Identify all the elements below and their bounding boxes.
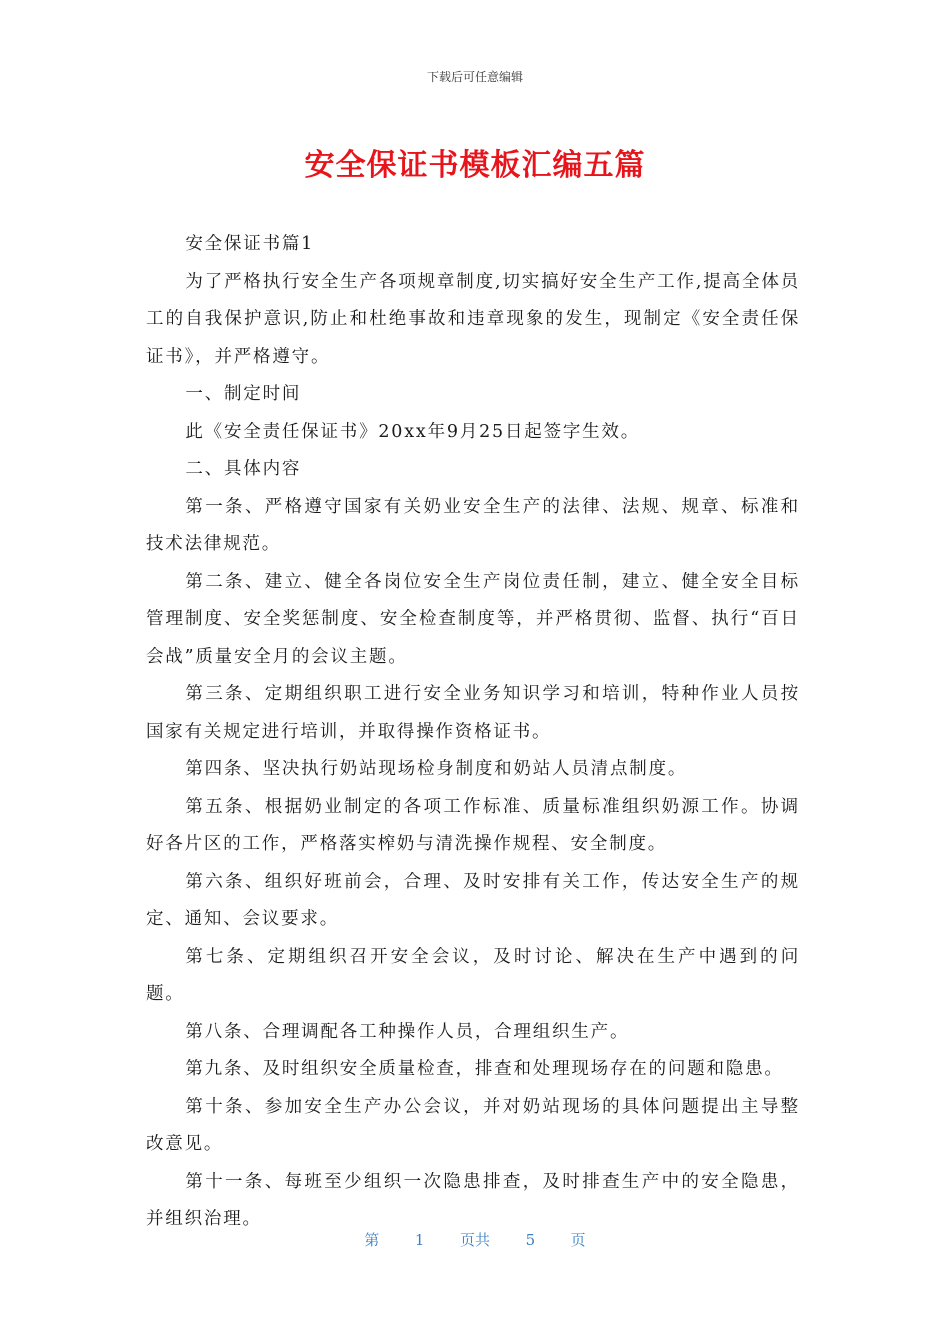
- article-5: 第五条、根据奶业制定的各项工作标准、质量标准组织奶源工作。协调好各片区的工作，严格落实榨奶与清洗操作规程、安全制度。: [146, 796, 800, 854]
- header-note: 下载后可任意编辑: [426, 70, 523, 84]
- page-footer: [0, 1229, 950, 1250]
- page-suffix: 页: [570, 1231, 586, 1249]
- page-current: 1: [414, 1231, 425, 1249]
- article-4: 第四条、坚决执行奶站现场检身制度和奶站人员清点制度。: [185, 759, 688, 779]
- article-9: 第九条、及时组织安全质量检查，排查和处理现场存在的问题和隐患。: [185, 1059, 784, 1079]
- intro-paragraph: 为了严格执行安全生产各项规章制度,切实搞好安全生产工作,提高全体员工的自我保护意识,防止和杜绝事故和违章现象的发生，现制定《安全责任保证书》，并严格遵守。: [146, 271, 800, 367]
- article-7: 第七条、定期组织召开安全会议，及时讨论、解决在生产中遇到的问题。: [146, 946, 800, 1004]
- article-11: 第十一条、每班至少组织一次隐患排查，及时排查生产中的安全隐患，并组织治理。: [146, 1171, 800, 1229]
- article-1: 第一条、严格遵守国家有关奶业安全生产的法律、法规、规章、标准和技术法律规范。: [146, 496, 800, 554]
- article-2: 第二条、建立、健全各岗位安全生产岗位责任制，建立、健全安全目标管理制度、安全奖惩制度、安全检查制度等，并严格贯彻、监督、执行“百日会战”质量安全月的会议主题。: [146, 571, 800, 667]
- article-3: 第三条、定期组织职工进行安全业务知识学习和培训，特种作业人员按国家有关规定进行培训，并取得操作资格证书。: [146, 684, 800, 742]
- subheading-time: 一、制定时间: [185, 384, 302, 404]
- page-middle: 页共: [459, 1231, 490, 1249]
- page-total: 5: [525, 1231, 536, 1249]
- subheading-content: 二、具体内容: [185, 459, 302, 479]
- document-body: [146, 226, 800, 1239]
- article-10: 第十条、参加安全生产办公会议，并对奶站现场的具体问题提出主导整改意见。: [146, 1096, 800, 1154]
- page-prefix: 第: [364, 1231, 380, 1249]
- effective-date-paragraph: 此《安全责任保证书》20xx年9月25日起签字生效。: [185, 421, 641, 442]
- article-6: 第六条、组织好班前会，合理、及时安排有关工作，传达安全生产的规定、通知、会议要求。: [146, 871, 800, 929]
- section-heading: 安全保证书篇1: [185, 234, 315, 254]
- article-8: 第八条、合理调配各工种操作人员，合理组织生产。: [185, 1021, 630, 1042]
- document-title: 安全保证书模板汇编五篇: [304, 148, 646, 183]
